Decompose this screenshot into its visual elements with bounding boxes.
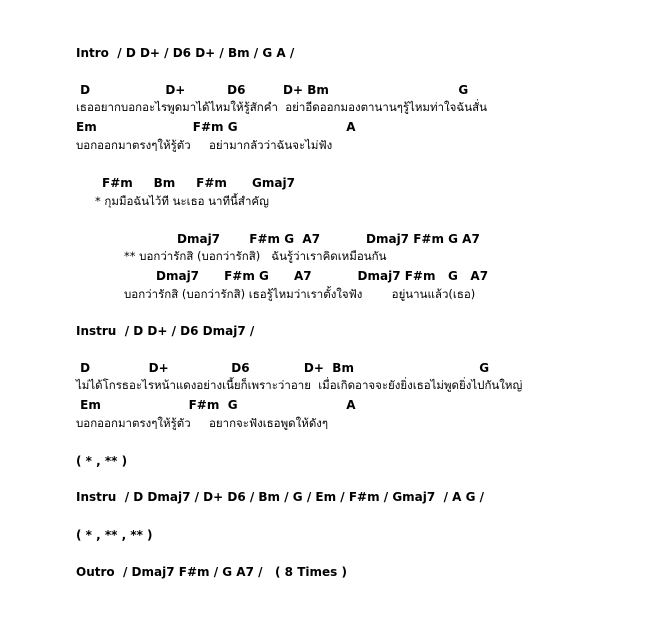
chorus-chords-1: Dmaj7 F#m G A7 Dmaj7 F#m G A7 [177,232,480,246]
instru-line-1: Instru / D D+ / D6 Dmaj7 / [76,324,255,338]
verse2-chords-1: D D+ D6 D+ Bm G [76,361,490,375]
verse1-lyric-1: เธออยากบอกอะไรพูดมาได้ไหมให้รู้สักคำ อย่าอีดออกมองตานานๆรู้ไหมท่าใจฉันสั่น [76,100,487,114]
repeat-marker-1: ( * , ** ) [76,454,128,468]
instru-line-2: Instru / D Dmaj7 / D+ D6 / Bm / G / Em / F#m / Gmaj7 / A G / [76,490,485,504]
verse2-lyric-1: ไม่ได้โกรธอะไรหน้าแดงอย่างเนี้ยก็เพราะว่าอาย เมื่อเกิดอาจจะยังยิ่งเธอไม่พูดยิ่งไปกันใหญ่ [76,378,523,392]
intro-line: Intro / D D+ / D6 D+ / Bm / G A / [76,46,295,60]
verse1-chords-1: D D+ D6 D+ Bm G [76,83,469,97]
pre-chorus-chords: F#m Bm F#m Gmaj7 [102,176,295,190]
verse1-chords-2: Em F#m G A [76,120,356,134]
pre-chorus-lyric: * กุมมือฉันไว้ที นะเธอ นาทีนี้สำคัญ [95,194,269,208]
repeat-marker-2: ( * , ** , ** ) [76,528,153,542]
verse2-lyric-2: บอกออกมาตรงๆให้รู้ตัว อยากจะฟังเธอพูดให้ดังๆ [76,416,329,430]
chorus-lyric-2: บอกว่ารักสิ (บอกว่ารักสิ) เธอรู้ไหมว่าเราตั้งใจฟัง อยู่นานแล้ว(เธอ) [124,287,476,301]
chorus-chords-2: Dmaj7 F#m G A7 Dmaj7 F#m G A7 [156,269,489,283]
verse2-chords-2: Em F#m G A [76,398,356,412]
outro-line: Outro / Dmaj7 F#m / G A7 / ( 8 Times ) [76,565,347,579]
verse1-lyric-2: บอกออกมาตรงๆให้รู้ตัว อย่ามากลัวว่าฉันจะไม่ฟัง [76,138,333,152]
chorus-lyric-1: ** บอกว่ารักสิ (บอกว่ารักสิ) ฉันรู้ว่าเราคิดเหมือนกัน [124,249,387,263]
